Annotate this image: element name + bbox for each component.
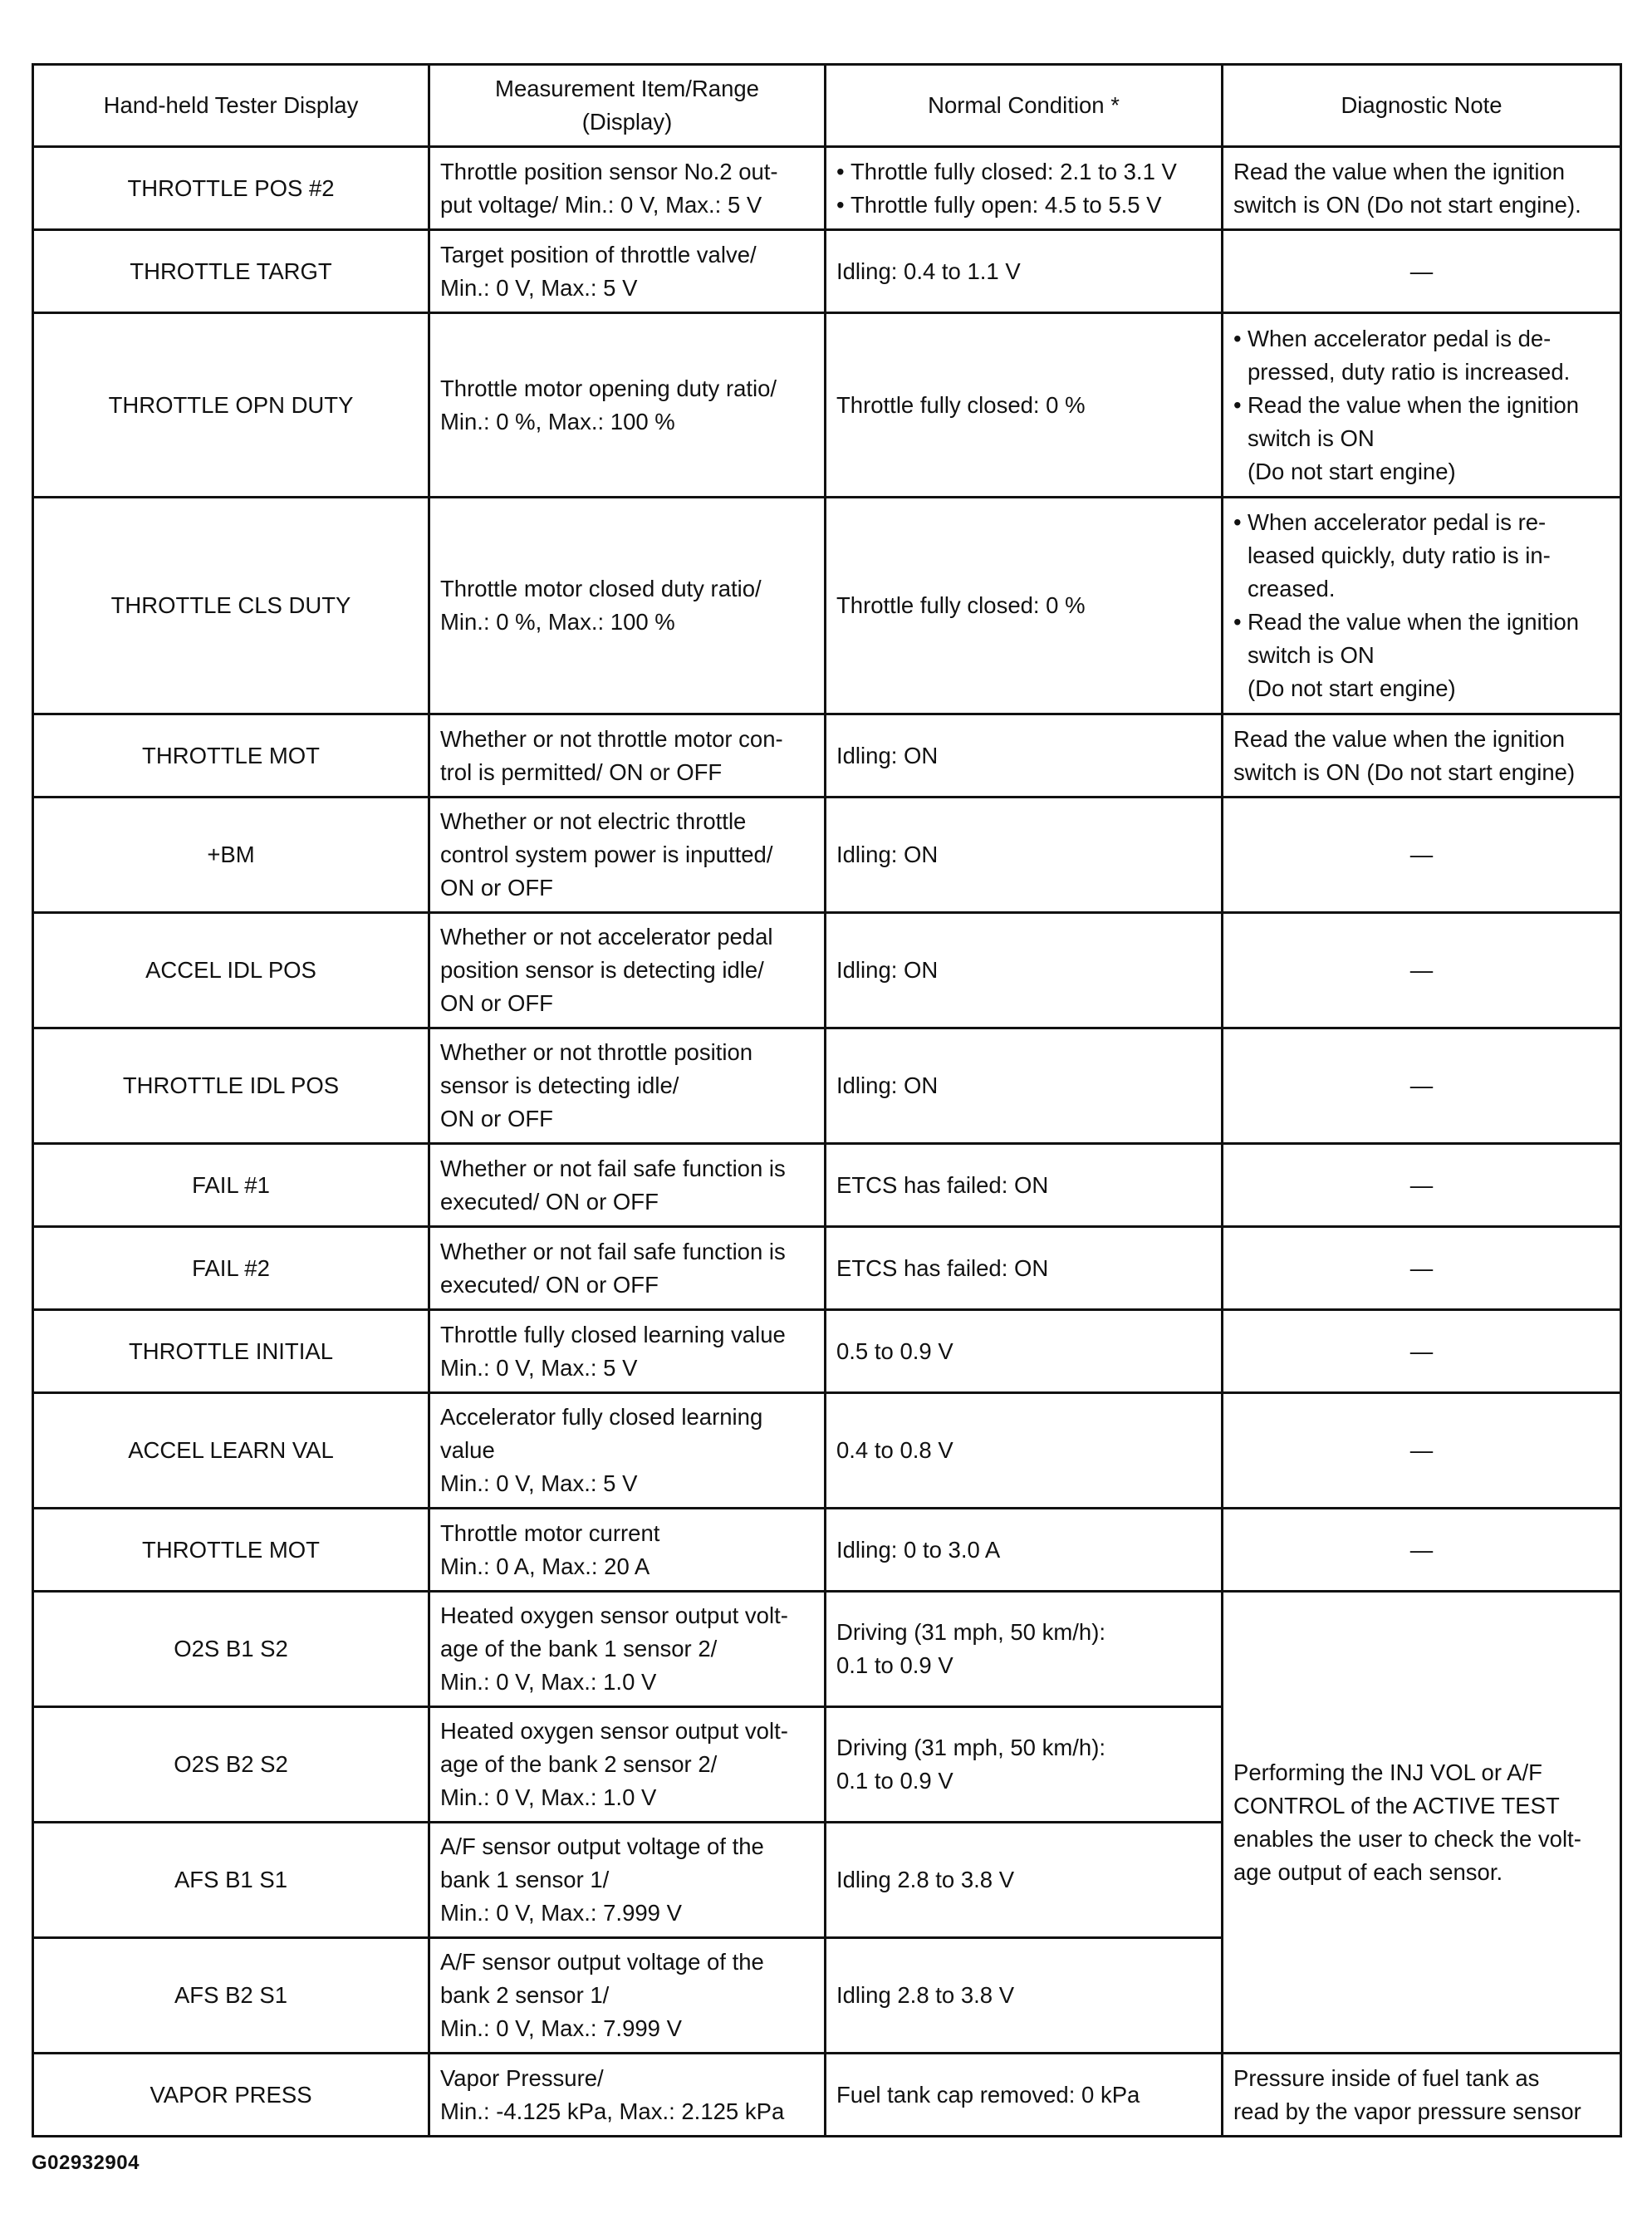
tester-display-cell: AFS B2 S1 (33, 1938, 429, 2054)
measurement-cell: Whether or not electric throttle control system power is inputted/ ON or OFF (429, 798, 826, 913)
table-row (33, 230, 1621, 313)
list-item: • When accelerator pedal is re- leased quickly, duty ratio is in- creased. (1233, 506, 1613, 606)
measurement-cell: Throttle motor current Min.: 0 A, Max.: 20 A (429, 1509, 826, 1592)
normal-condition-cell: 0.5 to 0.9 V (826, 1310, 1223, 1393)
table-row (33, 1509, 1621, 1592)
table-row (33, 498, 1621, 714)
diagnostic-note-cell: Pressure inside of fuel tank as read by the vapor pressure sensor (1223, 2054, 1621, 2137)
tester-display-cell: THROTTLE MOT (33, 1509, 429, 1592)
tester-display-cell: THROTTLE IDL POS (33, 1028, 429, 1144)
normal-condition-cell: Throttle fully closed: 0 % (826, 313, 1223, 498)
header-measurement-item: Measurement Item/Range (Display) (429, 65, 826, 147)
table-row (33, 1028, 1621, 1144)
table-row (33, 913, 1621, 1028)
diagnostic-note-cell: — (1223, 1393, 1621, 1509)
list-item: • Read the value when the ignition switch is ON (1233, 389, 1613, 455)
normal-condition-cell: Throttle fully closed: 0 % (826, 498, 1223, 714)
normal-condition-cell (826, 147, 1223, 230)
diagnostic-note-cell: — (1223, 1144, 1621, 1227)
measurement-cell: Accelerator fully closed learning value Min.: 0 V, Max.: 5 V (429, 1393, 826, 1509)
measurement-cell: Heated oxygen sensor output volt- age of the bank 1 sensor 2/ Min.: 0 V, Max.: 1.0 V (429, 1592, 826, 1707)
normal-condition-cell: Idling: 0.4 to 1.1 V (826, 230, 1223, 313)
diagnostic-note-cell: — (1223, 1227, 1621, 1310)
tester-display-cell: ACCEL LEARN VAL (33, 1393, 429, 1509)
table-row (33, 1310, 1621, 1393)
tester-display-cell: THROTTLE TARGT (33, 230, 429, 313)
diagnostic-note-cell: Read the value when the ignition switch is ON (Do not start engine) (1223, 714, 1621, 798)
measurement-cell: Throttle motor closed duty ratio/ Min.: 0 %, Max.: 100 % (429, 498, 826, 714)
measurement-cell: Whether or not throttle position sensor is detecting idle/ ON or OFF (429, 1028, 826, 1144)
normal-condition-cell: Fuel tank cap removed: 0 kPa (826, 2054, 1223, 2137)
table-row (33, 1227, 1621, 1310)
table-row (33, 714, 1621, 798)
diagnostic-note-cell (1223, 498, 1621, 714)
normal-condition-cell: 0.4 to 0.8 V (826, 1393, 1223, 1509)
diagnostic-note-cell: — (1223, 1310, 1621, 1393)
tester-display-cell: AFS B1 S1 (33, 1823, 429, 1938)
list-item: • When accelerator pedal is de- pressed, duty ratio is increased. (1233, 322, 1613, 389)
diagnostic-note-cell: — (1223, 798, 1621, 913)
table-row (33, 147, 1621, 230)
tester-display-cell: O2S B2 S2 (33, 1707, 429, 1823)
diagnostic-note-cell: — (1223, 1509, 1621, 1592)
diagnostic-note-cell: — (1223, 1028, 1621, 1144)
measurement-cell: Vapor Pressure/ Min.: -4.125 kPa, Max.: 2.125 kPa (429, 2054, 826, 2137)
diagnostic-note-cell: — (1223, 913, 1621, 1028)
diagnostic-note-list (1233, 506, 1613, 672)
table-row (33, 2054, 1621, 2137)
tester-display-cell: THROTTLE CLS DUTY (33, 498, 429, 714)
diagnostic-note-cell: Read the value when the ignition switch is ON (Do not start engine). (1223, 147, 1621, 230)
diagnostic-note-cell: — (1223, 230, 1621, 313)
tester-display-cell: FAIL #1 (33, 1144, 429, 1227)
measurement-cell: A/F sensor output voltage of the bank 1 sensor 1/ Min.: 0 V, Max.: 7.999 V (429, 1823, 826, 1938)
tester-display-cell: THROTTLE INITIAL (33, 1310, 429, 1393)
measurement-cell: Heated oxygen sensor output volt- age of the bank 2 sensor 2/ Min.: 0 V, Max.: 1.0 V (429, 1707, 826, 1823)
measurement-cell: Target position of throttle valve/ Min.: 0 V, Max.: 5 V (429, 230, 826, 313)
shared-diagnostic-note-cell: Performing the INJ VOL or A/F CONTROL of the ACTIVE TEST enables the user to check the volt- age output of each sensor. (1223, 1592, 1621, 2054)
data-list-table (32, 63, 1622, 2137)
header-row (33, 65, 1621, 147)
tester-display-cell: THROTTLE MOT (33, 714, 429, 798)
normal-condition-cell: Idling: ON (826, 913, 1223, 1028)
tester-display-cell: VAPOR PRESS (33, 2054, 429, 2137)
normal-condition-cell: Idling: 0 to 3.0 A (826, 1509, 1223, 1592)
header-normal-condition: Normal Condition * (826, 65, 1223, 147)
normal-condition-cell: ETCS has failed: ON (826, 1227, 1223, 1310)
figure-id: G02932904 (32, 2152, 140, 2174)
measurement-cell: Whether or not throttle motor con- trol is permitted/ ON or OFF (429, 714, 826, 798)
normal-condition-cell: Idling 2.8 to 3.8 V (826, 1823, 1223, 1938)
note-tail: (Do not start engine) (1248, 458, 1456, 484)
table-row (33, 1393, 1621, 1509)
tester-display-cell: O2S B1 S2 (33, 1592, 429, 1707)
measurement-cell: Throttle position sensor No.2 out- put voltage/ Min.: 0 V, Max.: 5 V (429, 147, 826, 230)
list-item: • Read the value when the ignition switch is ON (1233, 606, 1613, 672)
tester-display-cell: THROTTLE POS #2 (33, 147, 429, 230)
tester-display-cell: +BM (33, 798, 429, 913)
measurement-cell: Throttle fully closed learning value Min.: 0 V, Max.: 5 V (429, 1310, 826, 1393)
tester-display-cell: ACCEL IDL POS (33, 913, 429, 1028)
table-header (33, 65, 1621, 147)
measurement-cell: Whether or not accelerator pedal position sensor is detecting idle/ ON or OFF (429, 913, 826, 1028)
measurement-cell: Whether or not fail safe function is executed/ ON or OFF (429, 1227, 826, 1310)
note-tail: (Do not start engine) (1248, 675, 1456, 701)
tester-display-cell: FAIL #2 (33, 1227, 429, 1310)
tester-display-cell: THROTTLE OPN DUTY (33, 313, 429, 498)
normal-condition-cell: Driving (31 mph, 50 km/h): 0.1 to 0.9 V (826, 1707, 1223, 1823)
table-row (33, 1144, 1621, 1227)
list-item: • Throttle fully closed: 2.1 to 3.1 V (836, 155, 1214, 189)
header-diagnostic-note: Diagnostic Note (1223, 65, 1621, 147)
header-tester-display: Hand-held Tester Display (33, 65, 429, 147)
normal-condition-cell: Idling: ON (826, 798, 1223, 913)
measurement-cell: A/F sensor output voltage of the bank 2 sensor 1/ Min.: 0 V, Max.: 7.999 V (429, 1938, 826, 2054)
measurement-cell: Whether or not fail safe function is executed/ ON or OFF (429, 1144, 826, 1227)
normal-condition-cell: Driving (31 mph, 50 km/h): 0.1 to 0.9 V (826, 1592, 1223, 1707)
normal-condition-list (836, 155, 1214, 222)
list-item: • Throttle fully open: 4.5 to 5.5 V (836, 189, 1214, 222)
table-row (33, 313, 1621, 498)
diagnostic-note-cell (1223, 313, 1621, 498)
measurement-cell: Throttle motor opening duty ratio/ Min.: 0 %, Max.: 100 % (429, 313, 826, 498)
diagnostic-note-list (1233, 322, 1613, 455)
normal-condition-cell: Idling 2.8 to 3.8 V (826, 1938, 1223, 2054)
normal-condition-cell: Idling: ON (826, 714, 1223, 798)
table-row (33, 1592, 1621, 1707)
normal-condition-cell: Idling: ON (826, 1028, 1223, 1144)
normal-condition-cell: ETCS has failed: ON (826, 1144, 1223, 1227)
table-row (33, 798, 1621, 913)
